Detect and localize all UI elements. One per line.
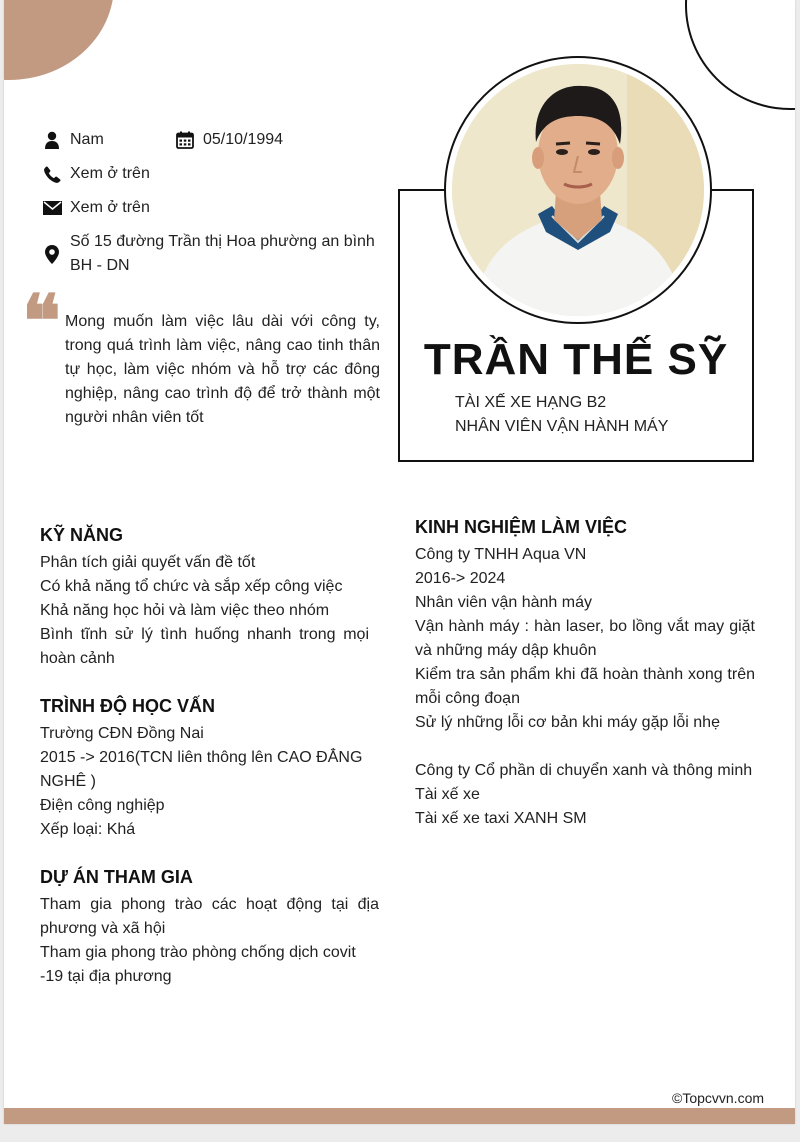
list-item: Tài xế xe taxi XANH SM — [415, 810, 587, 827]
list-item: Tham gia phong trào phòng chống dịch covit -19 tại địa phương — [40, 944, 356, 985]
experience-heading: KINH NGHIỆM LÀM VIỆC — [415, 517, 628, 537]
list-item: Khả năng học hỏi và làm việc theo nhóm — [40, 602, 330, 619]
location-pin-icon — [42, 230, 62, 278]
skills-list — [40, 551, 369, 671]
phone-text: Xem ở trên — [70, 165, 150, 182]
list-item: Bình tĩnh sử lý tình huống nhanh trong mọi hoàn cảnh — [40, 626, 369, 667]
list-item: 2016-> 2024 — [415, 570, 506, 587]
list-item: 2015 -> 2016(TCN liên thông lên CAO ĐẲNG NGHÊ ) — [40, 749, 363, 790]
list-item: Công ty TNHH Aqua VN — [415, 546, 587, 563]
profile-photo — [444, 56, 712, 324]
spacer — [415, 735, 755, 759]
list-item: Vận hành máy : hàn laser, bo lồng vắt may giặt và những máy dập khuôn — [415, 618, 755, 659]
experience-list — [415, 543, 755, 831]
job-title-1: TÀI XẾ XE HẠNG B2 — [455, 394, 607, 411]
address-text — [70, 230, 375, 278]
decorative-circle-top-right — [685, 0, 795, 110]
quote-icon: ❝ — [22, 278, 61, 363]
birthdate-row — [175, 128, 283, 152]
list-item: Tham gia phong trào các hoạt động tại địa phương và xã hội — [40, 896, 379, 937]
list-item: Sử lý những lỗi cơ bản khi máy gặp lỗi nhẹ — [415, 714, 720, 731]
projects-list — [40, 893, 379, 989]
decorative-circle-top-left — [4, 0, 114, 80]
list-item: Trường CĐN Đồng Nai — [40, 725, 204, 742]
address-line-1: Số 15 đường Trần thị Hoa phường an bình — [70, 233, 375, 250]
footer-bar — [4, 1108, 795, 1124]
list-item: Điện công nghiệp — [40, 797, 165, 814]
copyright-text: ©Topcvvn.com — [672, 1090, 765, 1106]
list-item: Có khả năng tổ chức và sắp xếp công việc — [40, 578, 343, 595]
list-item: Xếp loại: Khá — [40, 821, 136, 838]
gender-text: Nam — [70, 131, 104, 148]
projects-heading: DỰ ÁN THAM GIA — [40, 867, 193, 887]
address-line-2: BH - DN — [70, 257, 130, 274]
list-item: Kiểm tra sản phẩm khi đã hoàn thành xong trên mỗi công đoạn — [415, 666, 755, 707]
career-objective: Mong muốn làm việc lâu dài với công ty, trong quá trình làm việc, nâng cao tinh thân tự học, làm việc nhóm và hỗ trợ các đông nghiệp, nâng cao trình độ để trở thành một người nhân viên tốt — [65, 313, 380, 426]
email-text: Xem ở trên — [70, 199, 150, 216]
cv-page — [4, 0, 795, 1124]
person-icon — [42, 128, 62, 152]
job-title-2: NHÂN VIÊN VẬN HÀNH MÁY — [455, 418, 669, 435]
list-item: Công ty Cổ phần di chuyển xanh và thông minh — [415, 762, 753, 779]
email-row — [42, 196, 150, 220]
education-heading: TRÌNH ĐỘ HỌC VẤN — [40, 696, 215, 716]
birthdate-text: 05/10/1994 — [203, 131, 284, 148]
phone-row — [42, 162, 150, 186]
address-row — [42, 230, 382, 278]
full-name: TRẦN THẾ SỸ — [423, 335, 729, 384]
skills-heading: KỸ NĂNG — [40, 525, 124, 545]
phone-icon — [42, 162, 62, 186]
list-item: Tài xế xe — [415, 786, 480, 803]
gender-row — [42, 128, 104, 152]
portrait-photo-icon — [452, 64, 704, 316]
list-item: Phân tích giải quyết vấn đề tốt — [40, 554, 256, 571]
list-item: Nhân viên vận hành máy — [415, 594, 592, 611]
calendar-icon — [175, 128, 195, 152]
mail-icon — [42, 196, 62, 220]
education-list — [40, 722, 369, 842]
